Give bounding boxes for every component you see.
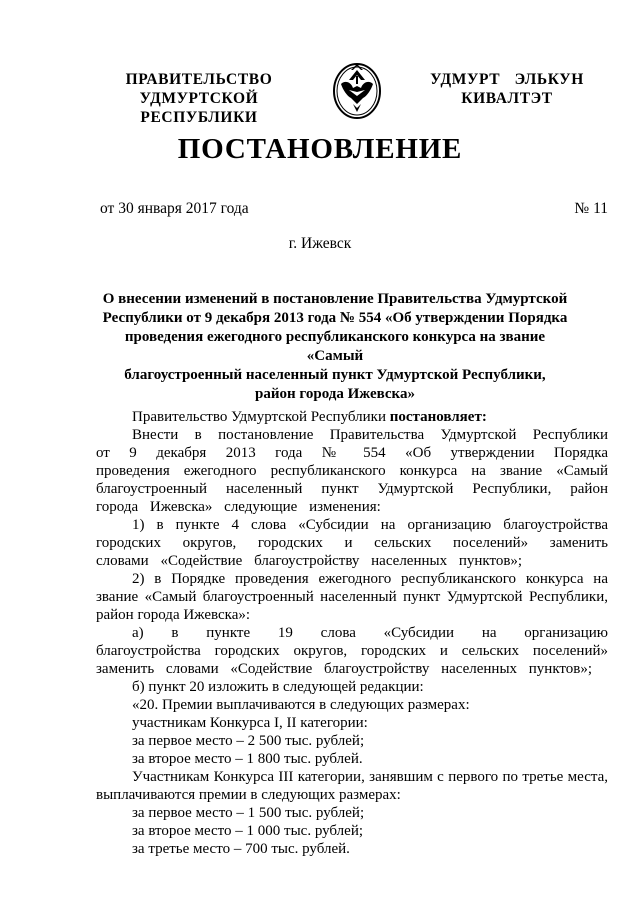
document-body — [96, 408, 608, 858]
heading-line: район города Ижевска» — [255, 386, 415, 402]
paragraph-item-2: 2) в Порядке проведения ежегодного республиканского конкурса на звание «Самый благоустроенный населенный пункт Удмуртской Республики, район города Ижевска»: — [96, 571, 608, 623]
document-heading — [95, 290, 575, 404]
document-title: ПОСТАНОВЛЕНИЕ — [177, 133, 463, 165]
header-left-block — [88, 70, 310, 127]
header-right-line2: КИВАЛТЭТ — [461, 90, 553, 107]
paragraph-item-1: 1) в пункте 4 слова «Субсидии на организацию благоустройства городских округов, городских и сельских поселений» заменить словами «Содействие благоустройству населенных пунктов»; — [96, 517, 608, 569]
paragraph-amend: Внести в постановление Правительства Удмуртской Республики от 9 декабря 2013 года № 554 «Об утверждении Порядка проведения ежегодного республиканского конкурса на звание «Самый благоустроенный населенный пункт Удмуртской Республики, район города Ижевска» следующие изменения: — [96, 427, 608, 515]
udmurt-emblem-icon — [329, 58, 385, 122]
heading-line: Республики от 9 декабря 2013 года № 554 «Об утверждении Порядка — [102, 310, 568, 326]
intro-text: Правительство Удмуртской Республики — [132, 409, 390, 425]
document-city: г. Ижевск — [288, 235, 352, 252]
intro-paragraph — [96, 408, 608, 426]
header-left-line2: УДМУРТСКОЙ РЕСПУБЛИКИ — [139, 90, 259, 126]
header-right-block — [422, 70, 592, 108]
heading-line: благоустроенный населенный пункт Удмуртской Республики, — [124, 367, 546, 383]
paragraph-category-3: Участникам Конкурса III категории, занявшим с первого по третье места, выплачиваются премии в следующих размерах: — [96, 769, 608, 803]
paragraph-item-a: а) в пункте 19 слова «Субсидии на организацию благоустройства городских округов, городских и сельских поселений» заменить словами «Содействие благоустройству населенных пунктов»; — [96, 625, 608, 677]
paragraph-second-place-3: за второе место – 1 000 тыс. рублей; — [132, 823, 364, 839]
header-right-line1: УДМУРТ ЭЛЬКУН — [430, 71, 584, 88]
paragraph-category-1-2: участникам Конкурса I, II категории: — [132, 715, 368, 731]
intro-bold-text: постановляет: — [389, 409, 487, 425]
document-number: № 11 — [574, 200, 608, 217]
paragraph-item-b: б) пункт 20 изложить в следующей редакции: — [132, 679, 424, 695]
paragraph-first-place-3: за первое место – 1 500 тыс. рублей; — [132, 805, 365, 821]
heading-line: О внесении изменений в постановление Правительства Удмуртской — [102, 291, 568, 307]
heading-line: проведения ежегодного республиканского конкурса на звание «Самый — [124, 329, 546, 364]
paragraph-first-place: за первое место – 2 500 тыс. рублей; — [132, 733, 365, 749]
header-left-line1: ПРАВИТЕЛЬСТВО — [125, 71, 273, 88]
paragraph-third-place-3: за третье место – 700 тыс. рублей. — [132, 841, 350, 857]
document-date: от 30 января 2017 года — [100, 200, 249, 217]
paragraph-second-place: за второе место – 1 800 тыс. рублей. — [132, 751, 363, 767]
paragraph-point-20: «20. Премии выплачиваются в следующих размерах: — [132, 697, 470, 713]
